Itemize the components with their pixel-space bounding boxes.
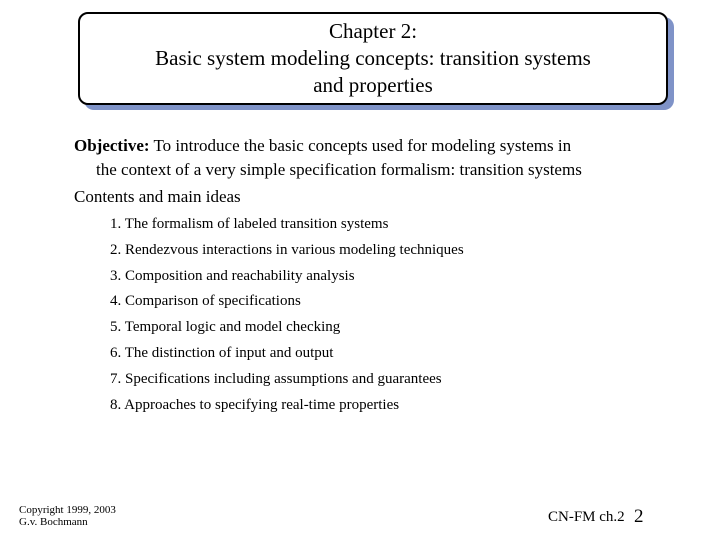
- title-box: [78, 12, 668, 105]
- list-item: 8. Approaches to specifying real-time properties: [110, 396, 400, 413]
- objective-label: Objective:: [74, 136, 150, 155]
- title-line-2: Basic system modeling concepts: transition systems: [155, 46, 591, 70]
- list-item: 4. Comparison of specifications: [110, 293, 301, 310]
- contents-heading: Contents and main ideas: [74, 187, 241, 206]
- list-item: 6. The distinction of input and output: [110, 344, 334, 361]
- contents-list: [110, 212, 464, 418]
- page-number: 2: [634, 506, 644, 527]
- title-line-3: and properties: [313, 73, 433, 97]
- objective-paragraph: [74, 134, 704, 182]
- copyright-notice: [19, 504, 116, 528]
- objective-text-2: the context of a very simple specification formalism: transition systems: [96, 160, 582, 179]
- list-item: 1. The formalism of labeled transition systems: [110, 216, 389, 232]
- list-item: 3. Composition and reachability analysis: [110, 267, 355, 284]
- title-line-1: Chapter 2:: [328, 19, 418, 43]
- list-item: 2. Rendezvous interactions in various modeling techniques: [110, 241, 464, 258]
- copyright-line-2: G.v. Bochmann: [19, 516, 88, 528]
- course-label: CN-FM ch.2: [548, 509, 625, 525]
- list-item: 5. Temporal logic and model checking: [110, 319, 341, 336]
- list-item: 7. Specifications including assumptions and guarantees: [110, 370, 442, 387]
- copyright-line-1: Copyright 1999, 2003: [19, 504, 116, 516]
- objective-text-1: To introduce the basic concepts used for modeling systems in: [153, 136, 572, 155]
